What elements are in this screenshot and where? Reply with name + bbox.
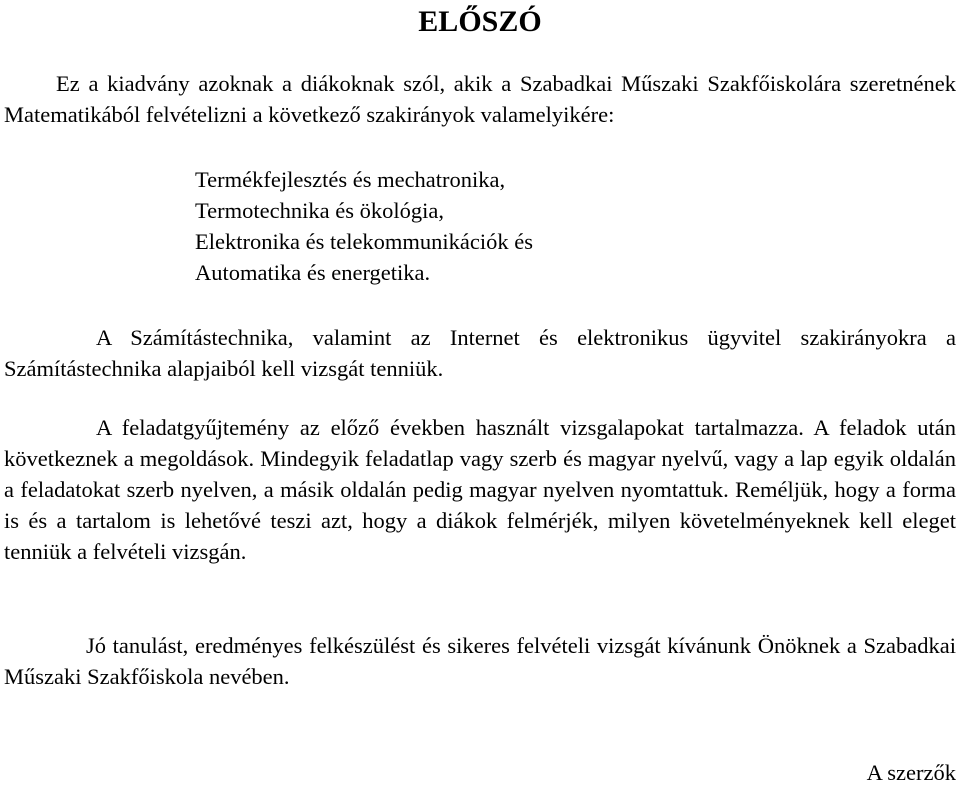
list-item: Termotechnika és ökológia, (195, 198, 444, 223)
list-item: Automatika és energetika. (195, 260, 431, 285)
list-item: Elektronika és telekommunikációk és (195, 229, 534, 254)
intro-paragraph: Ez a kiadvány azoknak a diákoknak szól, akik a Szabadkai Műszaki Szakfőiskolára szeretnének Matematikából felvételizni a következő szakirányok valamelyikére: (4, 71, 956, 127)
page-title: ELŐSZÓ (418, 5, 542, 38)
specialization-list (195, 164, 533, 288)
signature: A szerzők (866, 760, 956, 785)
computing-paragraph: A Számítástechnika, valamint az Internet és elektronikus ügyvitel szakirányokra a Számítástechnika alapjaiból kell vizsgát tenniük. (4, 325, 956, 381)
list-item: Termékfejlesztés és mechatronika, (195, 167, 506, 192)
collection-paragraph: A feladatgyűjtemény az előző években használt vizsgalapokat tartalmazza. A feladok után következnek a megoldások. Mindegyik feladatlap vagy szerb és magyar nyelvű, vagy a lap egyik oldalán a feladatokat szerb nyelven, a másik oldalán pedig magyar nyelven nyomtattuk. Reméljük, hogy a forma is és a tartalom is lehetővé teszi azt, hogy a diákok felmérjék, milyen követelményeknek kell eleget tenniük a felvételi vizsgán. (4, 415, 956, 564)
closing-paragraph: Jó tanulást, eredményes felkészülést és sikeres felvételi vizsgát kívánunk Önöknek a Szabadkai Műszaki Szakfőiskola nevében. (4, 633, 956, 689)
